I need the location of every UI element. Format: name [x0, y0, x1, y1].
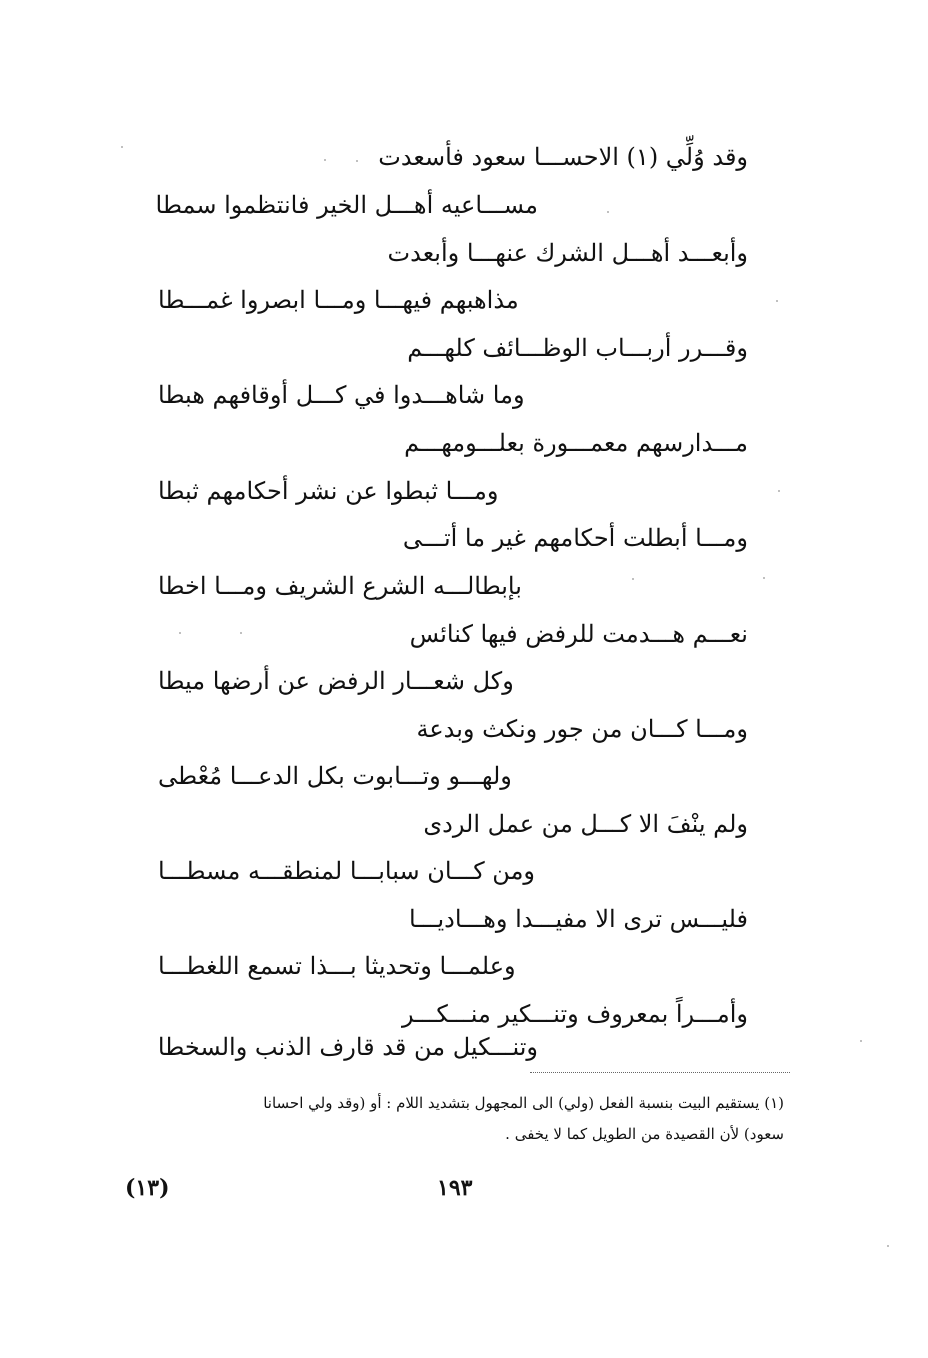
verse-line-5: وقـــرر أربـــاب الوظـــائف كلهـــم	[407, 334, 748, 362]
scan-speck	[607, 211, 609, 213]
verse-line-17: فليـــس ترى الا مفيـــدا وهـــاديـــا	[409, 905, 748, 933]
verse-line-6: وما شاهـــدوا في كـــل أوقافهم هبطا	[158, 381, 525, 409]
scan-speck	[179, 632, 181, 634]
verse-line-12: وكل شعـــار الرفض عن أرضها ميطا	[158, 667, 514, 695]
verse-line-10: بإبطالـــه الشرع الشريف ومـــا اخطا	[158, 572, 522, 600]
scan-speck	[632, 578, 634, 580]
verse-line-2: مســـاعيه أهـــل الخير فانتظموا سمطا	[155, 191, 538, 219]
verse-line-8: ومـــا ثبطوا عن نشر أحكامهم ثبطا	[158, 477, 499, 505]
verse-line-15: ولم ينْفَ الا كـــل من عمل الردى	[423, 810, 748, 838]
signature-number: (١٣)	[125, 1175, 170, 1201]
scan-speck	[240, 632, 242, 634]
scan-speck	[887, 1245, 889, 1247]
verse-line-4: مذاهبهم فيهـــا ومـــا ابصروا غمـــطا	[158, 286, 519, 314]
footnote-line-1: (١) يستقيم البيت بنسبة الفعل (ولي) الى المجهول بتشديد اللام : أو (وقد ولي احسانا	[263, 1094, 784, 1112]
verse-line-3: وأبعـــد أهـــل الشرك عنهـــا وأبعدت	[387, 239, 748, 267]
verse-line-18: وعلمـــا وتحديثا بـــذا تسمع اللغطـــا	[158, 952, 516, 980]
verse-line-14: ولهـــو وتـــابوت بكل الدعـــا مُعْطى	[158, 762, 512, 790]
verse-line-9: ومـــا أبطلت أحكامهم غير ما أتـــى	[402, 524, 748, 552]
footnote-divider	[530, 1072, 790, 1073]
verse-line-20: وتنـــكيل من قد قارف الذنب والسخطا	[157, 1033, 538, 1061]
verse-line-16: ومن كـــان سبابـــا لمنطقـــه مسطـــا	[158, 857, 536, 885]
scan-speck	[356, 160, 358, 162]
page-number: ١٩٣	[437, 1175, 473, 1201]
scan-speck	[776, 300, 778, 302]
scan-speck	[860, 1040, 862, 1042]
verse-line-1: وقد وُلِّي (١) الاحســـا سعود فأسعدت	[378, 143, 748, 171]
scan-speck	[778, 490, 780, 492]
verse-line-13: ومـــا كـــان من جور ونكث وبدعة	[416, 715, 748, 743]
verse-line-7: مـــدارسهم معمـــورة بعلـــومهـــم	[404, 429, 748, 457]
verse-line-19: وأمـــراً بمعروف وتنـــكير منـــكـــر	[402, 1000, 748, 1028]
scan-speck	[324, 159, 326, 161]
verse-line-11: نعـــم هـــدمت للرفض فيها كنائس	[409, 620, 748, 648]
scan-speck	[121, 146, 123, 148]
scan-speck	[763, 577, 765, 579]
footnote-line-2: سعود) لأن القصيدة من الطويل كما لا يخفى .	[505, 1125, 784, 1143]
